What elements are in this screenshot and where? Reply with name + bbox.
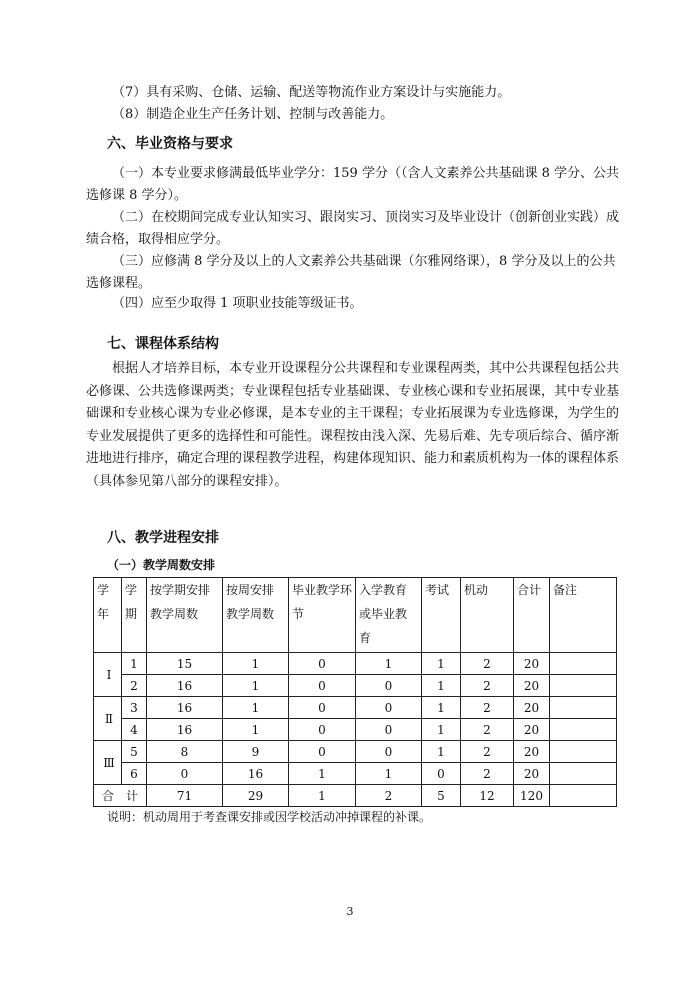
table-cell: 16 [147, 719, 223, 741]
table-cell: 2 [461, 675, 514, 697]
table-cell [550, 763, 617, 785]
table-cell: 20 [514, 763, 550, 785]
table-cell: 2 [461, 741, 514, 763]
table-cell: 2 [461, 719, 514, 741]
table-cell: 1 [422, 719, 461, 741]
table-cell [550, 675, 617, 697]
table-cell: 0 [289, 741, 356, 763]
section-7-body: 根据人才培养目标，本专业开设课程分公共课程和专业课程两类，其中公共课程包括公共必修课、公共选修课两类；专业课程包括专业基础课、专业核心课和专业拓展课，其中专业基础课和专业核心课为专业必修课，是本专业的主干课程；专业拓展课为专业选修课，为学生的专业发展提供了更多的选择性和可能性。课程按由浅入深、先易后难、先专项后综合、循序渐进地进行排序，确定合理的课程教学进程，构建体现知识、能力和素质机构为一体的课程体系（具体参见第八部分的课程安排）。 [86, 361, 620, 489]
total-cell: 120 [514, 785, 550, 807]
table-cell: 0 [289, 697, 356, 719]
item-8: （8）制造企业生产任务计划、控制与改善能力。 [112, 107, 394, 122]
table-cell: 16 [223, 763, 289, 785]
page-number: 3 [346, 905, 354, 918]
table-cell: 2 [461, 697, 514, 719]
table-cell: 5 [122, 741, 147, 763]
year-cell: Ⅱ [94, 697, 122, 741]
table-row [94, 653, 617, 675]
table-cell: 1 [422, 675, 461, 697]
table-cell: 16 [147, 675, 223, 697]
year-cell: Ⅰ [94, 653, 122, 697]
table-cell: 8 [147, 741, 223, 763]
total-cell: 5 [422, 785, 461, 807]
header-cell: 机动 [461, 578, 514, 653]
table-cell: 16 [147, 697, 223, 719]
table-cell: 20 [514, 697, 550, 719]
total-cell: 71 [147, 785, 223, 807]
table-cell: 0 [422, 763, 461, 785]
table-cell: 1 [289, 763, 356, 785]
section-8-heading: 八、教学进程安排 [107, 530, 219, 546]
header-cell: 备注 [550, 578, 617, 653]
table-cell: 1 [122, 653, 147, 675]
header-cell: 按学期安排教学周数 [147, 578, 223, 653]
teaching-weeks-table [93, 577, 617, 807]
header-cell: 考试 [422, 578, 461, 653]
table-cell: 1 [422, 697, 461, 719]
table-cell: 1 [223, 719, 289, 741]
section-6-heading: 六、毕业资格与要求 [107, 136, 233, 152]
header-cell: 入学教育或毕业教育 [356, 578, 422, 653]
grad-req-1: （一）本专业要求修满最低毕业学分：159 学分（（含人文素养公共基础课 8 学分、公共选修课 8 学分）。 [86, 166, 619, 203]
table-cell: 1 [422, 741, 461, 763]
table-cell: 1 [356, 653, 422, 675]
table-row [94, 719, 617, 741]
total-cell [550, 785, 617, 807]
total-cell: 29 [223, 785, 289, 807]
grad-req-4: （四）应至少取得 1 项职业技能等级证书。 [112, 296, 363, 311]
table-cell: 1 [223, 653, 289, 675]
table-cell: 0 [289, 719, 356, 741]
grad-req-3: （三）应修满 8 学分及以上的人文素养公共基础课（尔雅网络课），8 学分及以上的公共选修课程。 [86, 254, 616, 291]
table-cell: 20 [514, 675, 550, 697]
table-cell: 20 [514, 653, 550, 675]
table-cell: 1 [223, 675, 289, 697]
section-7-heading: 七、课程体系结构 [107, 336, 219, 352]
table-cell [550, 697, 617, 719]
table-row [94, 763, 617, 785]
table-row [94, 741, 617, 763]
table-header-row [94, 578, 617, 653]
table-cell: 0 [356, 741, 422, 763]
table-cell: 0 [289, 675, 356, 697]
table-cell: 6 [122, 763, 147, 785]
table-total-row [94, 785, 617, 807]
table-cell: 3 [122, 697, 147, 719]
header-cell: 合计 [514, 578, 550, 653]
table-note: 说明：机动周用于考查课安排或因学校活动冲掉课程的补课。 [107, 810, 432, 824]
table-cell: 0 [356, 719, 422, 741]
year-cell: Ⅲ [94, 741, 122, 785]
table-cell: 0 [356, 675, 422, 697]
total-cell: 12 [461, 785, 514, 807]
grad-req-2: （二）在校期间完成专业认知实习、跟岗实习、顶岗实习及毕业设计（创新创业实践）成绩合格，取得相应学分。 [86, 210, 620, 247]
subsection-weeks-heading: （一）教学周数安排 [107, 558, 216, 572]
table-cell: 0 [147, 763, 223, 785]
table-cell: 1 [223, 697, 289, 719]
table-cell: 1 [422, 653, 461, 675]
total-cell: 1 [289, 785, 356, 807]
total-label: 合 计 [94, 785, 147, 807]
table-row [94, 675, 617, 697]
table-cell: 20 [514, 741, 550, 763]
table-cell: 2 [461, 653, 514, 675]
table-cell [550, 653, 617, 675]
header-cell: 学期 [122, 578, 147, 653]
header-cell: 按周安排教学周数 [223, 578, 289, 653]
table-cell: 4 [122, 719, 147, 741]
table-cell: 20 [514, 719, 550, 741]
table-cell: 15 [147, 653, 223, 675]
table-cell: 0 [356, 697, 422, 719]
total-cell: 2 [356, 785, 422, 807]
table-cell: 1 [356, 763, 422, 785]
table-cell: 0 [289, 653, 356, 675]
table-row [94, 697, 617, 719]
table-cell: 2 [122, 675, 147, 697]
header-cell: 毕业教学环节 [289, 578, 356, 653]
item-7: （7）具有采购、仓储、运输、配送等物流作业方案设计与实施能力。 [112, 85, 511, 100]
table-cell [550, 741, 617, 763]
table-cell: 9 [223, 741, 289, 763]
header-cell: 学年 [94, 578, 122, 653]
table-cell: 2 [461, 763, 514, 785]
table-cell [550, 719, 617, 741]
